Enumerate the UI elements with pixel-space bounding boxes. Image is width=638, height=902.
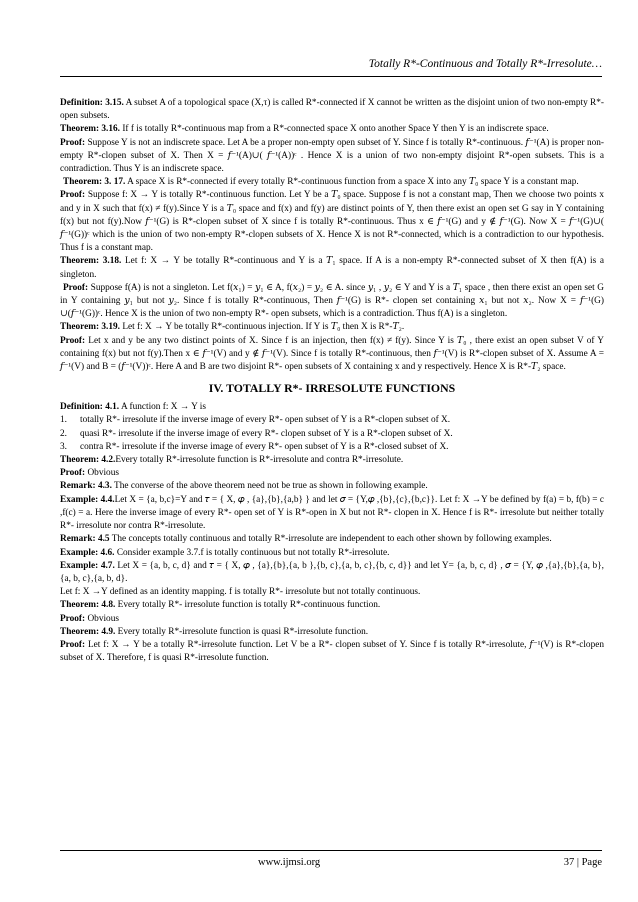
paragraph: Definition: 4.1. A function f: X → Y is xyxy=(60,402,206,413)
paragraph: Proof: Suppose Y is not an indiscrete space. Let A be a proper non-empty open subset of Y. Since f is totally R*-continuous. 𝑓⁻¹(A) is proper non-empty R*-clopen subset of X. Then X = 𝑓⁻¹(A)∪( 𝑓⁻¹(A))ᶜ . Hence X is a union of two non-empty disjoint R*-open subsets. This is a contradiction. Thus Y is an indiscrete space. xyxy=(60,137,604,175)
paragraph: Example: 4.7. Let X = {a, b, c, d} and 𝜏 = { X, 𝜑 , {a},{b},{a, b },{b, c},{a, b, c},{b, c, d}} and let Y= {a, b, c, d} , 𝜎 = {Y, 𝜑 ,{a},{b},{a, b},{a, b, c},{a, b, d}. xyxy=(60,560,604,584)
paragraph: Proof: Obvious xyxy=(60,613,119,624)
paragraph: Proof: Let f: X → Y be a totally R*-irresolute function. Let V be a R*- clopen subset of Y. Since f is totally R*-irresolute, 𝑓⁻¹(V) is R*-clopen subset of X. Therefore, f is quasi R*-irresolute function. xyxy=(60,639,604,664)
paragraph: Let f: X →Y defined as an identity mapping. f is totally R*- irresolute but not totally continuous. xyxy=(60,587,421,598)
paragraph: Definition: 3.15. A subset A of a topological space (X,τ) is called R*-connected if X cannot be written as the disjoint union of two non-empty R*-open subsets. xyxy=(60,98,604,122)
page-number: 37 | Page xyxy=(563,857,602,868)
paragraph: Theorem: 3.18. Let f: X → Y be totally R*-continuous and Y is a 𝑇₁ space. If A is a non-empty R*-connected subset of X then f(A) is a singleton. xyxy=(60,256,605,280)
footer-url: www.ijmsi.org xyxy=(258,857,321,868)
paragraph: Remark: 4.5 The concepts totally continuous and totally R*-irresolute are independent to each other shown by following examples. xyxy=(60,534,552,545)
section-heading: IV. TOTALLY R*- IRRESOLUTE FUNCTIONS xyxy=(208,381,456,396)
footer-rule xyxy=(60,850,602,851)
paragraph: Example: 4.4.Let X = {a, b,c}=Y and 𝜏 = { X, 𝜑 , {a},{b},{a,b} } and let 𝜎 = {Y,𝜑 ,{b},{c},{b,c}}. Let f: X →Y be defined by f(a) = b, f(b) = c ,f(c) = a. Here the inverse image of every R*- open set of Y is R*-open in X but not R*- clopen in X. Hence f is R*- irresolute but neither totally R*- irresolute nor contra R*-irresolute. xyxy=(60,494,605,532)
list-item: 2. quasi R*- irresolute if the inverse image of every R*- clopen subset of Y is a R*-clopen subset of X. xyxy=(60,428,453,439)
paragraph: Proof: Obvious xyxy=(60,468,119,479)
paragraph: Proof: Let x and y be any two distinct points of X. Since f is an injection, then f(x) ≠ f(y). Since Y is 𝑇₀ , there exist an open subset V of Y containing f(x) but not f(y).Then x ∈ 𝑓⁻¹(V) and y ∉ 𝑓⁻¹(V). Since f is totally R*-continuous, then 𝑓⁻¹(V) is R*-clopen subset of X. Assume A = 𝑓⁻¹(V) and B = (𝑓⁻¹(V))ᶜ. Here A and B are two disjoint R*- open subsets of X containing x and y respectively. Hence X is R*-𝑇₂ space. xyxy=(60,335,604,373)
paragraph: Proof: Suppose f(A) is not a singleton. Let f(𝑥₁) = 𝑦₁ ∈ A, f(𝑥₂) = 𝑦₂ ∈ A. since 𝑦₁ , 𝑦₂ ∈ Y and Y is a 𝑇₁ space , then there exist an open set G in Y containing 𝑦₁ but not 𝑦₂. Since f is totally R*-continuous, Then 𝑓⁻¹(G) is R*- clopen set containing 𝑥₁ but not 𝑥₂. Now X = 𝑓⁻¹(G) ∪(𝑓⁻¹(G))ᶜ. Hence X is the union of two non-empty R*- open subsets, which is a contradiction. Thus f(A) is a singleton. xyxy=(60,282,604,320)
page-body xyxy=(60,97,604,665)
list-item: 3. contra R*- irresolute if the inverse image of every R*- open subset of Y is a R*-closed subset of X. xyxy=(60,441,449,452)
paragraph: Example: 4.6. Consider example 3.7.f is totally continuous but not totally R*-irresolute. xyxy=(60,547,390,558)
paragraph: Theorem: 4.9. Every totally R*-irresolute function is quasi R*-irresolute function. xyxy=(60,626,369,637)
paragraph: Theorem: 3. 17. A space X is R*-connected if every totally R*-continuous function from a space X into any 𝑇₀ space Y is a constant map. xyxy=(63,177,579,188)
paragraph: Theorem: 3.19. Let f: X → Y be totally R*-continuous injection. If Y is 𝑇₀ then X is R*-𝑇₂. xyxy=(60,322,405,333)
list-item: 1. totally R*- irresolute if the inverse image of every R*- open subset of Y is a R*-clopen subset of X. xyxy=(60,415,451,426)
paragraph: Theorem: 3.16. If f is totally R*-continuous map from a R*-connected space X onto another Space Y then Y is an indiscrete space. xyxy=(60,124,549,135)
paragraph: Proof: Suppose f: X → Y is totally R*-continuous function. Let Y be a 𝑇₀ space. Suppose f is not a constant map, Then we choose two points x and y in X such that f(x) ≠ f(y).Since Y is a 𝑇₀ space and f(x) and f(y) are distinct points of Y, then there exist an open set G say in Y containing f(x) but not f(y).Now 𝑓⁻¹(G) is R*-clopen subset of X since f is totally R*-continuous. Thus x ∈ 𝑓⁻¹(G) and y ∉ 𝑓⁻¹(G). Now X = 𝑓⁻¹(G)∪( 𝑓⁻¹(G))ᶜ which is the union of two non-empty R*-clopen subsets of X. Hence X is not R*-connected, which is a contradiction to our hypothesis. Thus f is a constant map. xyxy=(60,190,604,254)
running-header: Totally R*-Continuous and Totally R*-Irresolute… xyxy=(368,58,602,70)
paragraph: Theorem: 4.8. Every totally R*- irresolute function is totally R*-continuous function. xyxy=(60,600,381,611)
paragraph: Theorem: 4.2.Every totally R*-irresolute function is R*-irresolute and contra R*-irresolute. xyxy=(60,455,404,466)
header-rule xyxy=(60,76,602,77)
paragraph: Remark: 4.3. The converse of the above theorem need not be true as shown in following example. xyxy=(60,481,428,492)
